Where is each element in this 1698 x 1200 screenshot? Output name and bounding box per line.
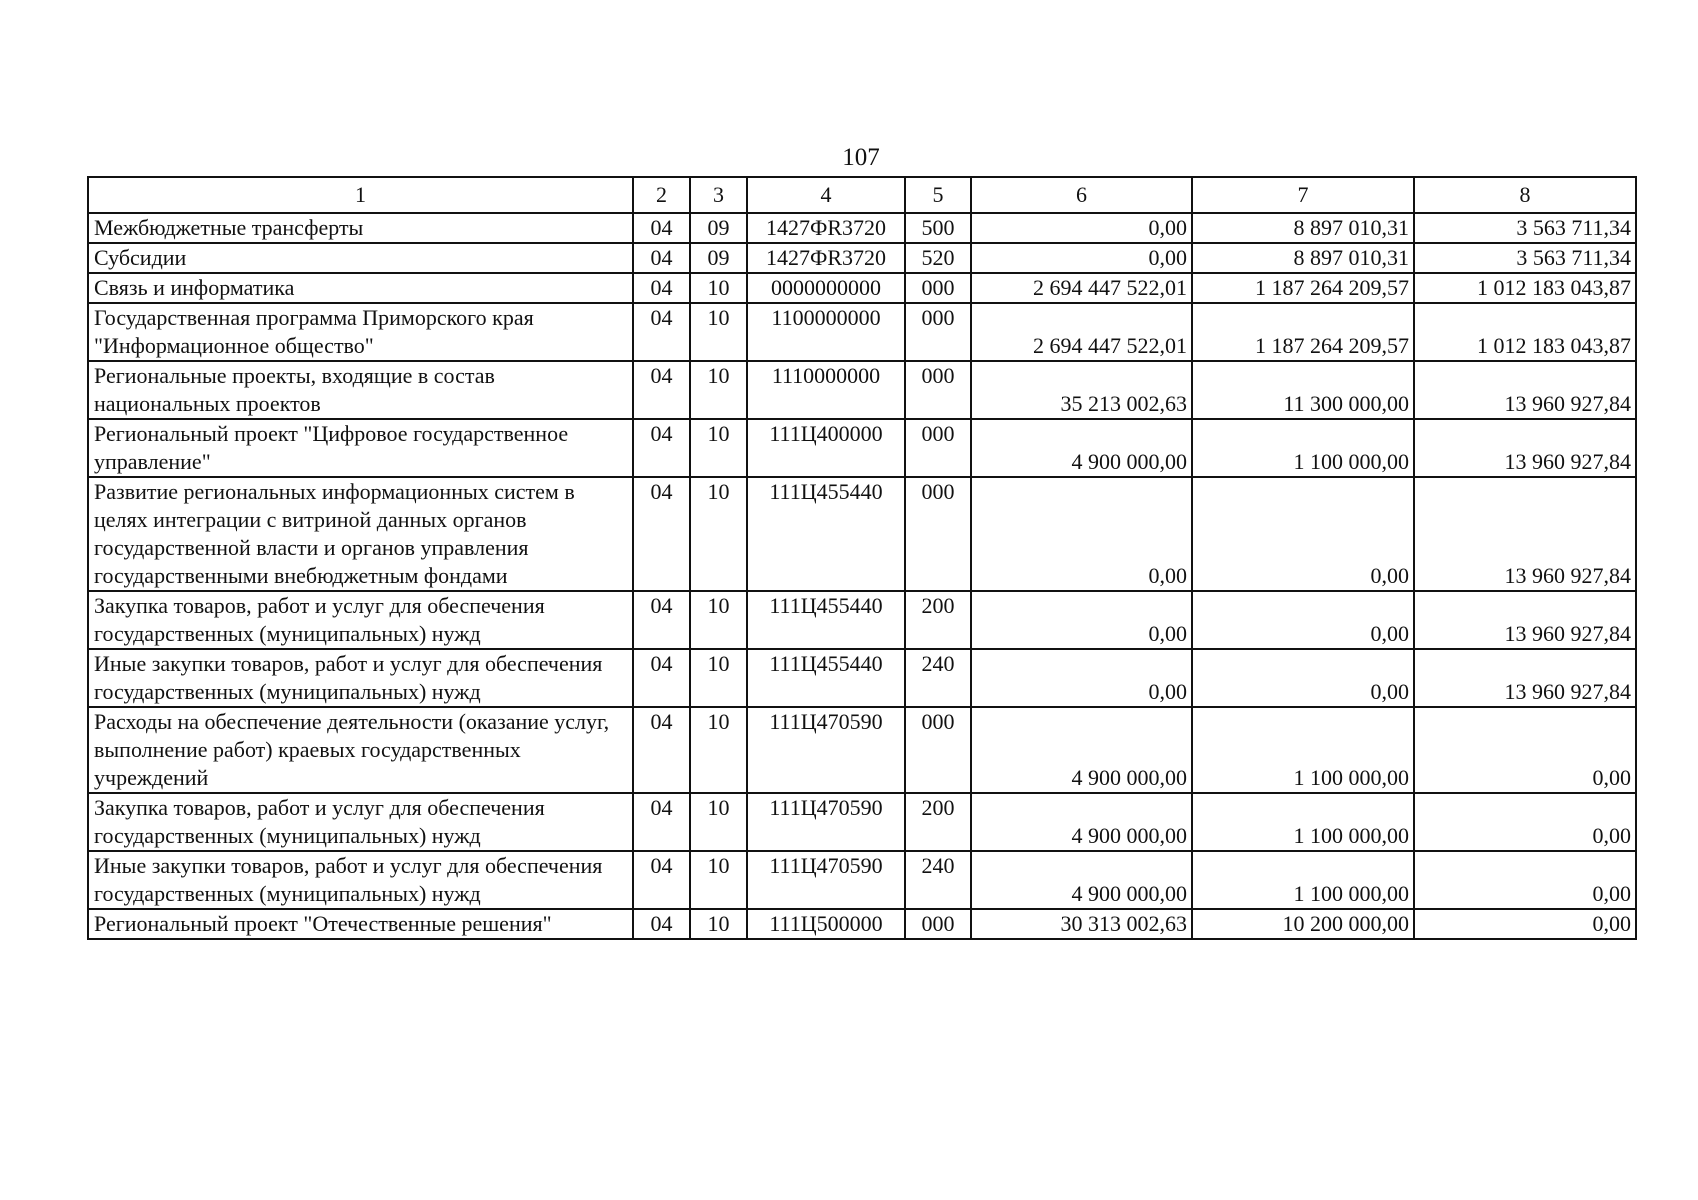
amount-col7: 1 187 264 209,57 bbox=[1192, 303, 1414, 361]
amount-col6: 0,00 bbox=[971, 213, 1192, 243]
table-row bbox=[88, 419, 1636, 477]
expense-type-code: 240 bbox=[905, 851, 971, 909]
table-row bbox=[88, 361, 1636, 419]
amount-col8: 13 960 927,84 bbox=[1414, 477, 1636, 591]
section-code: 04 bbox=[633, 851, 690, 909]
amount-col6: 30 313 002,63 bbox=[971, 909, 1192, 939]
amount-col8: 3 563 711,34 bbox=[1414, 243, 1636, 273]
amount-col7: 1 100 000,00 bbox=[1192, 851, 1414, 909]
subsection-code: 10 bbox=[690, 909, 747, 939]
section-code: 04 bbox=[633, 213, 690, 243]
target-article-code: 111Ц455440 bbox=[747, 649, 905, 707]
table-row bbox=[88, 477, 1636, 591]
table-row bbox=[88, 793, 1636, 851]
target-article-code: 111Ц470590 bbox=[747, 793, 905, 851]
amount-col6: 2 694 447 522,01 bbox=[971, 303, 1192, 361]
column-number: 1 bbox=[88, 177, 633, 213]
amount-col8: 0,00 bbox=[1414, 909, 1636, 939]
section-code: 04 bbox=[633, 419, 690, 477]
expense-type-code: 000 bbox=[905, 707, 971, 793]
amount-col7: 1 100 000,00 bbox=[1192, 793, 1414, 851]
amount-col7: 1 100 000,00 bbox=[1192, 707, 1414, 793]
section-code: 04 bbox=[633, 477, 690, 591]
target-article-code: 111Ц470590 bbox=[747, 707, 905, 793]
expense-name: Расходы на обеспечение деятельности (оказание услуг, выполнение работ) краевых государственных учреждений bbox=[88, 707, 633, 793]
amount-col7: 10 200 000,00 bbox=[1192, 909, 1414, 939]
amount-col8: 1 012 183 043,87 bbox=[1414, 273, 1636, 303]
expense-name: Региональный проект "Цифровое государственное управление" bbox=[88, 419, 633, 477]
expense-name: Связь и информатика bbox=[88, 273, 633, 303]
amount-col8: 0,00 bbox=[1414, 707, 1636, 793]
amount-col6: 0,00 bbox=[971, 591, 1192, 649]
column-number: 8 bbox=[1414, 177, 1636, 213]
expense-name: Государственная программа Приморского края "Информационное общество" bbox=[88, 303, 633, 361]
column-number-row bbox=[88, 177, 1636, 213]
subsection-code: 09 bbox=[690, 213, 747, 243]
expense-type-code: 000 bbox=[905, 361, 971, 419]
section-code: 04 bbox=[633, 649, 690, 707]
subsection-code: 10 bbox=[690, 273, 747, 303]
column-number: 6 bbox=[971, 177, 1192, 213]
section-code: 04 bbox=[633, 273, 690, 303]
column-number: 5 bbox=[905, 177, 971, 213]
table-row bbox=[88, 707, 1636, 793]
subsection-code: 10 bbox=[690, 707, 747, 793]
amount-col7: 11 300 000,00 bbox=[1192, 361, 1414, 419]
target-article-code: 1427ФR3720 bbox=[747, 213, 905, 243]
section-code: 04 bbox=[633, 303, 690, 361]
amount-col7: 0,00 bbox=[1192, 649, 1414, 707]
amount-col6: 0,00 bbox=[971, 649, 1192, 707]
target-article-code: 111Ц500000 bbox=[747, 909, 905, 939]
amount-col6: 4 900 000,00 bbox=[971, 419, 1192, 477]
target-article-code: 1427ФR3720 bbox=[747, 243, 905, 273]
expense-type-code: 000 bbox=[905, 303, 971, 361]
section-code: 04 bbox=[633, 793, 690, 851]
amount-col6: 2 694 447 522,01 bbox=[971, 273, 1192, 303]
subsection-code: 10 bbox=[690, 361, 747, 419]
subsection-code: 10 bbox=[690, 477, 747, 591]
amount-col6: 4 900 000,00 bbox=[971, 851, 1192, 909]
column-number: 4 bbox=[747, 177, 905, 213]
table-row bbox=[88, 909, 1636, 939]
amount-col6: 4 900 000,00 bbox=[971, 793, 1192, 851]
expense-name: Субсидии bbox=[88, 243, 633, 273]
amount-col8: 3 563 711,34 bbox=[1414, 213, 1636, 243]
expense-name: Региональный проект "Отечественные решения" bbox=[88, 909, 633, 939]
table-row bbox=[88, 273, 1636, 303]
expense-type-code: 520 bbox=[905, 243, 971, 273]
table-row bbox=[88, 213, 1636, 243]
expense-name: Закупка товаров, работ и услуг для обеспечения государственных (муниципальных) нужд bbox=[88, 793, 633, 851]
expense-type-code: 200 bbox=[905, 793, 971, 851]
subsection-code: 10 bbox=[690, 591, 747, 649]
section-code: 04 bbox=[633, 243, 690, 273]
table-row bbox=[88, 591, 1636, 649]
amount-col6: 0,00 bbox=[971, 477, 1192, 591]
expense-type-code: 000 bbox=[905, 419, 971, 477]
expense-type-code: 240 bbox=[905, 649, 971, 707]
expense-name: Развитие региональных информационных систем в целях интеграции с витриной данных органов государственной власти и органов управления государственными внебюджетным фондами bbox=[88, 477, 633, 591]
column-number: 3 bbox=[690, 177, 747, 213]
amount-col7: 0,00 bbox=[1192, 477, 1414, 591]
amount-col6: 4 900 000,00 bbox=[971, 707, 1192, 793]
amount-col8: 13 960 927,84 bbox=[1414, 649, 1636, 707]
budget-table bbox=[87, 176, 1637, 940]
amount-col8: 13 960 927,84 bbox=[1414, 419, 1636, 477]
target-article-code: 111Ц455440 bbox=[747, 591, 905, 649]
section-code: 04 bbox=[633, 591, 690, 649]
expense-name: Закупка товаров, работ и услуг для обеспечения государственных (муниципальных) нужд bbox=[88, 591, 633, 649]
expense-name: Иные закупки товаров, работ и услуг для обеспечения государственных (муниципальных) нужд bbox=[88, 851, 633, 909]
subsection-code: 10 bbox=[690, 851, 747, 909]
expense-name: Иные закупки товаров, работ и услуг для обеспечения государственных (муниципальных) нужд bbox=[88, 649, 633, 707]
target-article-code: 1110000000 bbox=[747, 361, 905, 419]
page-number: 107 bbox=[842, 144, 880, 171]
amount-col6: 35 213 002,63 bbox=[971, 361, 1192, 419]
target-article-code: 111Ц470590 bbox=[747, 851, 905, 909]
amount-col8: 1 012 183 043,87 bbox=[1414, 303, 1636, 361]
table-row bbox=[88, 649, 1636, 707]
amount-col8: 13 960 927,84 bbox=[1414, 361, 1636, 419]
amount-col8: 13 960 927,84 bbox=[1414, 591, 1636, 649]
expense-name: Региональные проекты, входящие в состав национальных проектов bbox=[88, 361, 633, 419]
target-article-code: 0000000000 bbox=[747, 273, 905, 303]
table-row bbox=[88, 851, 1636, 909]
subsection-code: 10 bbox=[690, 303, 747, 361]
amount-col7: 0,00 bbox=[1192, 591, 1414, 649]
column-number: 7 bbox=[1192, 177, 1414, 213]
subsection-code: 10 bbox=[690, 419, 747, 477]
column-number: 2 bbox=[633, 177, 690, 213]
expense-type-code: 000 bbox=[905, 909, 971, 939]
subsection-code: 10 bbox=[690, 649, 747, 707]
target-article-code: 111Ц455440 bbox=[747, 477, 905, 591]
section-code: 04 bbox=[633, 361, 690, 419]
target-article-code: 111Ц400000 bbox=[747, 419, 905, 477]
subsection-code: 10 bbox=[690, 793, 747, 851]
amount-col8: 0,00 bbox=[1414, 793, 1636, 851]
expense-name: Межбюджетные трансферты bbox=[88, 213, 633, 243]
amount-col6: 0,00 bbox=[971, 243, 1192, 273]
amount-col7: 8 897 010,31 bbox=[1192, 243, 1414, 273]
table-row bbox=[88, 243, 1636, 273]
target-article-code: 1100000000 bbox=[747, 303, 905, 361]
amount-col8: 0,00 bbox=[1414, 851, 1636, 909]
section-code: 04 bbox=[633, 707, 690, 793]
table-row bbox=[88, 303, 1636, 361]
section-code: 04 bbox=[633, 909, 690, 939]
subsection-code: 09 bbox=[690, 243, 747, 273]
expense-type-code: 000 bbox=[905, 477, 971, 591]
amount-col7: 1 187 264 209,57 bbox=[1192, 273, 1414, 303]
amount-col7: 1 100 000,00 bbox=[1192, 419, 1414, 477]
amount-col7: 8 897 010,31 bbox=[1192, 213, 1414, 243]
expense-type-code: 200 bbox=[905, 591, 971, 649]
expense-type-code: 000 bbox=[905, 273, 971, 303]
expense-type-code: 500 bbox=[905, 213, 971, 243]
